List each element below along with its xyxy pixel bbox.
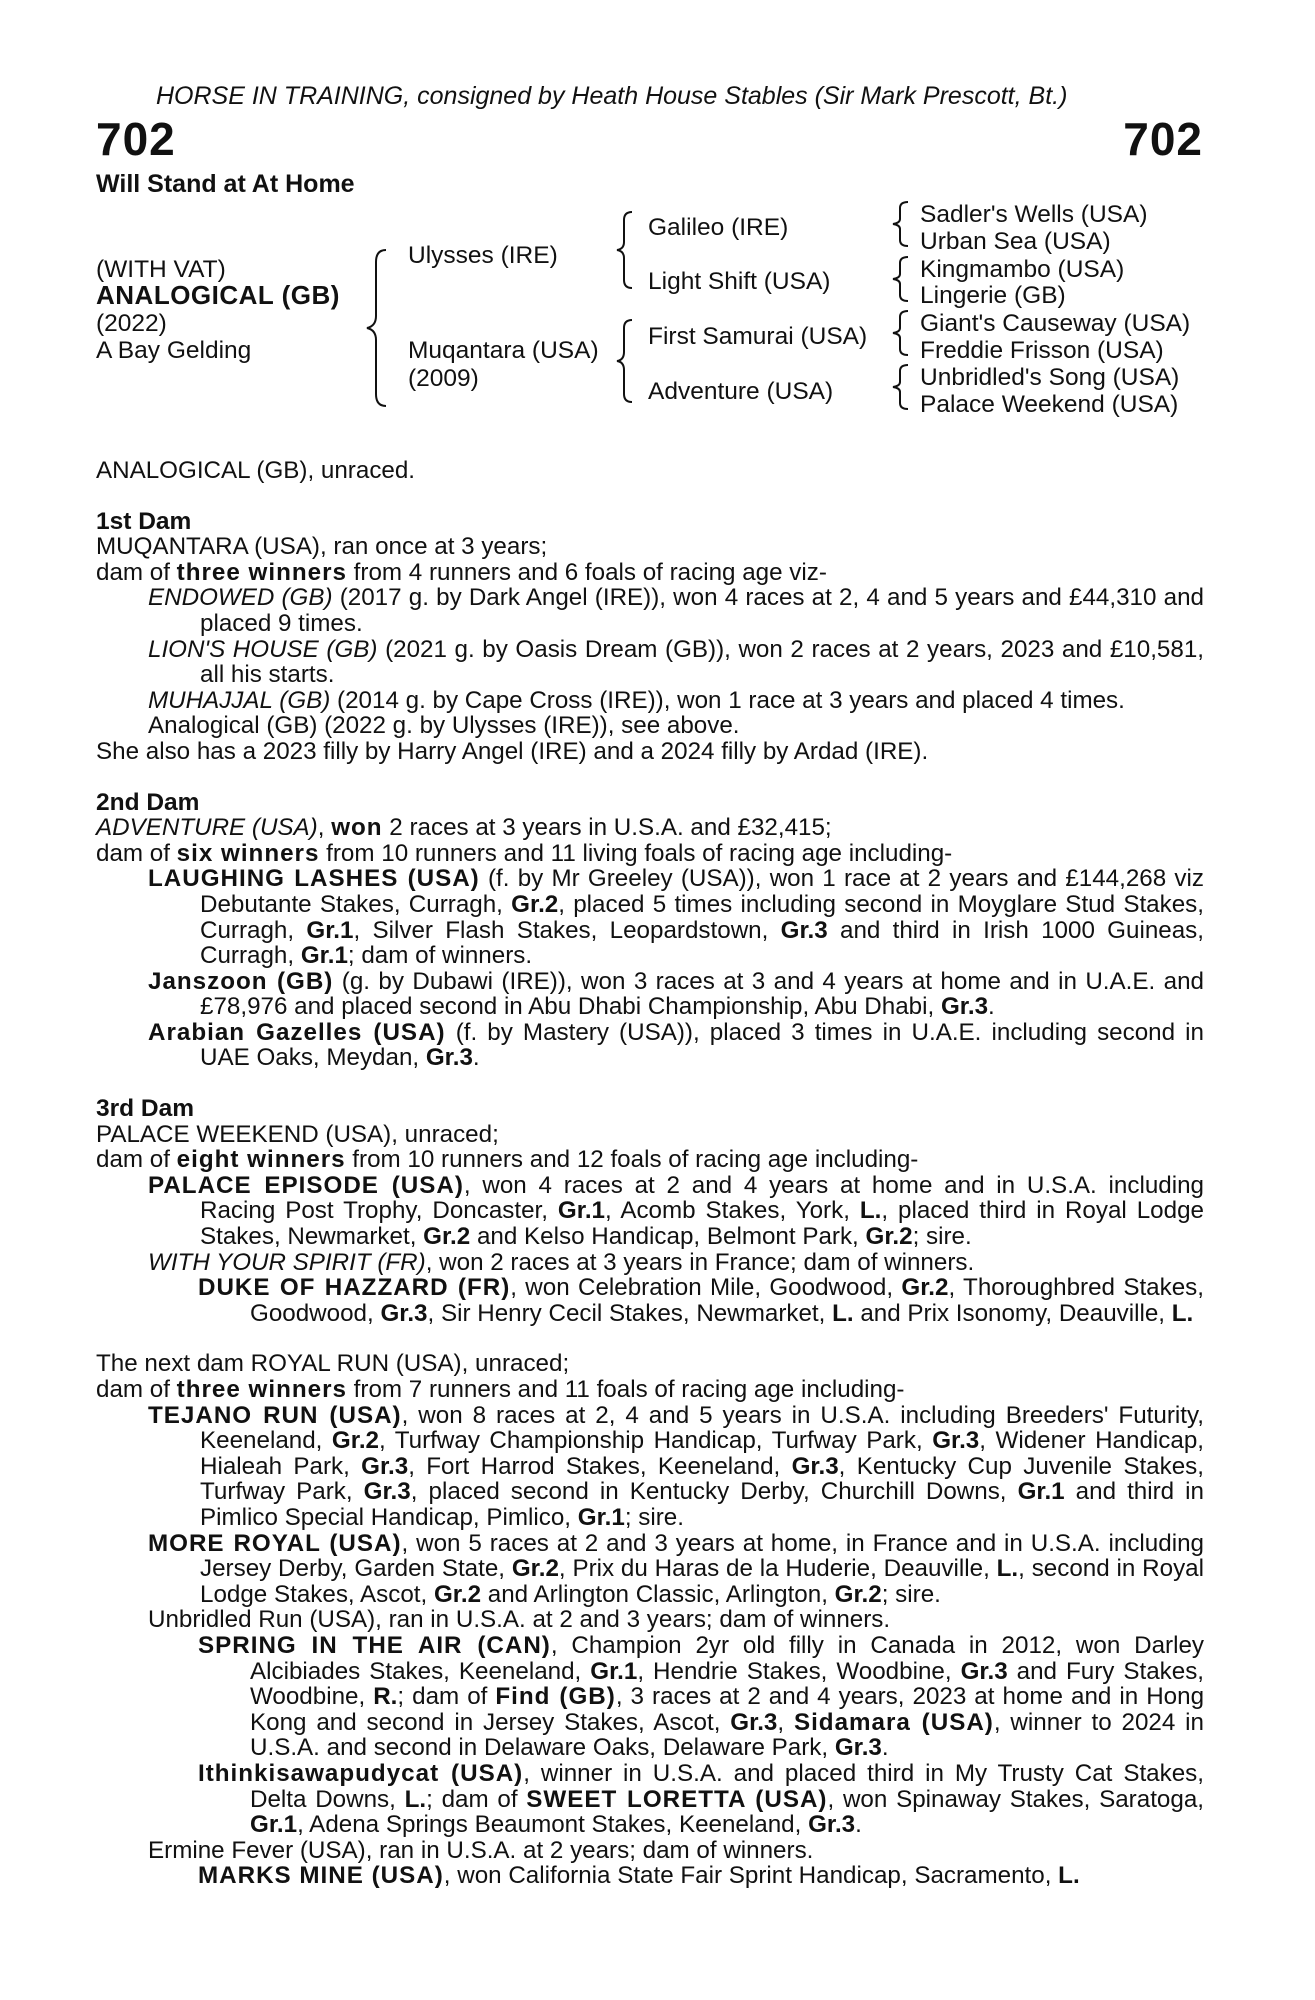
second-dam-produce-summary: dam of six winners from 10 runners and 11 living foals of racing age including- [96, 839, 953, 867]
pedigree-brace-g3-1 [890, 200, 914, 248]
g3-lingerie: Lingerie (GB) [920, 282, 1066, 309]
g3-unbridleds-song: Unbridled's Song (USA) [920, 364, 1180, 391]
next-dam-section [96, 1351, 1204, 1888]
horse-name: ANALOGICAL (GB) [96, 280, 340, 310]
g3-freddie-frisson: Freddie Frisson (USA) [920, 337, 1164, 364]
stand-location: Will Stand at At Home [96, 170, 355, 198]
pedigree-brace-g3-4 [890, 363, 914, 411]
second-dam-intro: ADVENTURE (USA), won 2 races at 3 years in U.S.A. and £32,415; [96, 814, 832, 842]
pedigree-brace-g3-3 [890, 309, 914, 357]
first-dam-heading: 1st Dam [96, 507, 192, 535]
dam-dam: Adventure (USA) [648, 378, 834, 405]
next-dam-produce-ithinkisawapudycat: Ithinkisawapudycat (USA), winner in U.S.A. and placed third in My Trusty Cat Stakes, Delta Downs, L.; dam of SWEET LORETTA (USA), won Spinaway Stakes, Saratoga, Gr.1, Adena Springs Beaumont Stakes, Keeneland, Gr.3. [198, 1759, 1204, 1839]
second-dam-produce-laughing-lashes: LAUGHING LASHES (USA) (f. by Mr Greeley (USA)), won 1 race at 2 years and £144,268 viz Debutante Stakes, Curragh, Gr.2, placed 5 times including second in Moyglare Stud Stakes, Curragh, Gr.1, Silver Flash Stakes, Leopardstown, Gr.3 and third in Irish 1000 Guineas, Curragh, Gr.1; dam of winners. [148, 865, 1204, 970]
pedigree-brace-main [364, 248, 394, 408]
third-dam-produce-palace-episode: PALACE EPISODE (USA), won 4 races at 2 and 4 years at home and in U.S.A. including Racing Post Trophy, Doncaster, Gr.1, Acomb Stakes, York, L., placed third in Royal Lodge Stakes, Newmarket, Gr.2 and Kelso Handicap, Belmont Park, Gr.2; sire. [148, 1171, 1204, 1251]
first-dam-closing: She also has a 2023 filly by Harry Angel (IRE) and a 2024 filly by Ardad (IRE). [96, 737, 929, 765]
dam: Muqantara (USA) [408, 337, 599, 364]
pedigree-brace-dam [614, 318, 638, 404]
catalogue-body [96, 458, 1204, 1889]
next-dam-produce-unbridled-run: Unbridled Run (USA), ran in U.S.A. at 2 and 3 years; dam of winners. [148, 1606, 891, 1634]
sire: Ulysses (IRE) [408, 242, 558, 269]
g3-urban-sea: Urban Sea (USA) [920, 228, 1111, 255]
next-dam-produce-ermine-fever: Ermine Fever (USA), ran in U.S.A. at 2 years; dam of winners. [148, 1836, 814, 1864]
third-dam-intro: PALACE WEEKEND (USA), unraced; [96, 1120, 499, 1148]
g3-sadlers-wells: Sadler's Wells (USA) [920, 201, 1148, 228]
first-dam-produce-analogical: Analogical (GB) (2022 g. by Ulysses (IRE)), see above. [148, 712, 740, 740]
sire-sire: Galileo (IRE) [648, 214, 789, 241]
consignment-line: HORSE IN TRAINING, consigned by Heath House Stables (Sir Mark Prescott, Bt.) [156, 82, 1068, 110]
next-dam-produce-marks-mine: MARKS MINE (USA), won California State Fair Sprint Handicap, Sacramento, L. [198, 1862, 1080, 1890]
race-record: ANALOGICAL (GB), unraced. [96, 457, 416, 484]
third-dam-heading: 3rd Dam [96, 1095, 195, 1123]
next-dam-produce-tejano-run: TEJANO RUN (USA), won 8 races at 2, 4 and 5 years in U.S.A. including Breeders' Futurity, Keeneland, Gr.2, Turfway Championship Handicap, Turfway Park, Gr.3, Widener Handicap, Hialeah Park, Gr.3, Fort Harrod Stakes, Keeneland, Gr.3, Kentucky Cup Juvenile Stakes, Turfway Park, Gr.3, placed second in Kentucky Derby, Churchill Downs, Gr.1 and third in Pimlico Special Handicap, Pimlico, Gr.1; sire. [148, 1401, 1205, 1531]
pedigree-brace-sire [614, 210, 638, 290]
first-dam-section [96, 509, 1204, 765]
next-dam-produce-more-royal: MORE ROYAL (USA), won 5 races at 2 and 3 years at home, in France and in U.S.A. including Jersey Derby, Garden State, Gr.2, Prix du Haras de la Huderie, Deauville, L., second in Royal Lodge Stakes, Ascot, Gr.2 and Arlington Classic, Arlington, Gr.2; sire. [148, 1529, 1204, 1608]
second-dam-section [96, 790, 1204, 1072]
lot-number-right: 702 [1123, 113, 1203, 165]
vat-note: (WITH VAT) [96, 256, 226, 283]
third-dam-produce-duke-of-hazzard: DUKE OF HAZZARD (FR), won Celebration Mile, Goodwood, Gr.2, Thoroughbred Stakes, Goodwood, Gr.3, Sir Henry Cecil Stakes, Newmarket, L. and Prix Isonomy, Deauville, L. [198, 1274, 1204, 1327]
third-dam-section [96, 1096, 1204, 1326]
g3-palace-weekend: Palace Weekend (USA) [920, 391, 1179, 418]
first-dam-intro: MUQANTARA (USA), ran once at 3 years; [96, 533, 548, 561]
second-dam-heading: 2nd Dam [96, 788, 200, 816]
first-dam-produce-summary: dam of three winners from 4 runners and 6 foals of racing age viz- [96, 558, 827, 586]
sire-dam: Light Shift (USA) [648, 268, 831, 295]
next-dam-produce-spring-in-the-air: SPRING IN THE AIR (CAN), Champion 2yr old filly in Canada in 2012, won Darley Alcibiades Stakes, Keeneland, Gr.1, Hendrie Stakes, Woodbine, Gr.3 and Fury Stakes, Woodbine, R.; dam of Find (GB), 3 races at 2 and 4 years, 2023 at home and in Hong Kong and second in Jersey Stakes, Ascot, Gr.3, Sidamara (USA), winner to 2024 in U.S.A. and second in Delaware Oaks, Delaware Park, Gr.3. [198, 1631, 1205, 1762]
g3-giants-causeway: Giant's Causeway (USA) [920, 310, 1191, 337]
horse-year: (2022) [96, 310, 167, 337]
first-dam-produce-muhajjal: MUHAJJAL (GB) (2014 g. by Cape Cross (IRE)), won 1 race at 3 years and placed 4 times. [148, 686, 1125, 714]
second-dam-produce-arabian-gazelles: Arabian Gazelles (USA) (f. by Mastery (USA)), placed 3 times in U.A.E. including second in UAE Oaks, Meydan, Gr.3. [148, 1018, 1205, 1072]
next-dam-produce-summary: dam of three winners from 7 runners and 11 foals of racing age including- [96, 1376, 905, 1403]
next-dam-intro: The next dam ROYAL RUN (USA), unraced; [96, 1350, 570, 1378]
dam-year: (2009) [408, 365, 479, 392]
lot-number-left: 702 [96, 113, 176, 165]
first-dam-produce-endowed: ENDOWED (GB) (2017 g. by Dark Angel (IRE)), won 4 races at 2, 4 and 5 years and £44,310 and placed 9 times. [148, 584, 1204, 637]
horse-description: A Bay Gelding [96, 337, 252, 364]
third-dam-produce-with-your-spirit: WITH YOUR SPIRIT (FR), won 2 races at 3 years in France; dam of winners. [148, 1248, 975, 1276]
third-dam-produce-summary: dam of eight winners from 10 runners and 12 foals of racing age including- [96, 1146, 919, 1174]
g3-kingmambo: Kingmambo (USA) [920, 256, 1125, 283]
pedigree-brace-g3-2 [890, 255, 914, 303]
dam-sire: First Samurai (USA) [648, 323, 868, 350]
second-dam-produce-janszoon: Janszoon (GB) (g. by Dubawi (IRE)), won 3 races at 3 and 4 years at home and in U.A.E. and £78,976 and placed second in Abu Dhabi Championship, Abu Dhabi, Gr.3. [148, 967, 1204, 1021]
first-dam-produce-lions-house: LION'S HOUSE (GB) (2021 g. by Oasis Dream (GB)), won 2 races at 2 years, 2023 and £10,581, all his starts. [148, 635, 1204, 689]
